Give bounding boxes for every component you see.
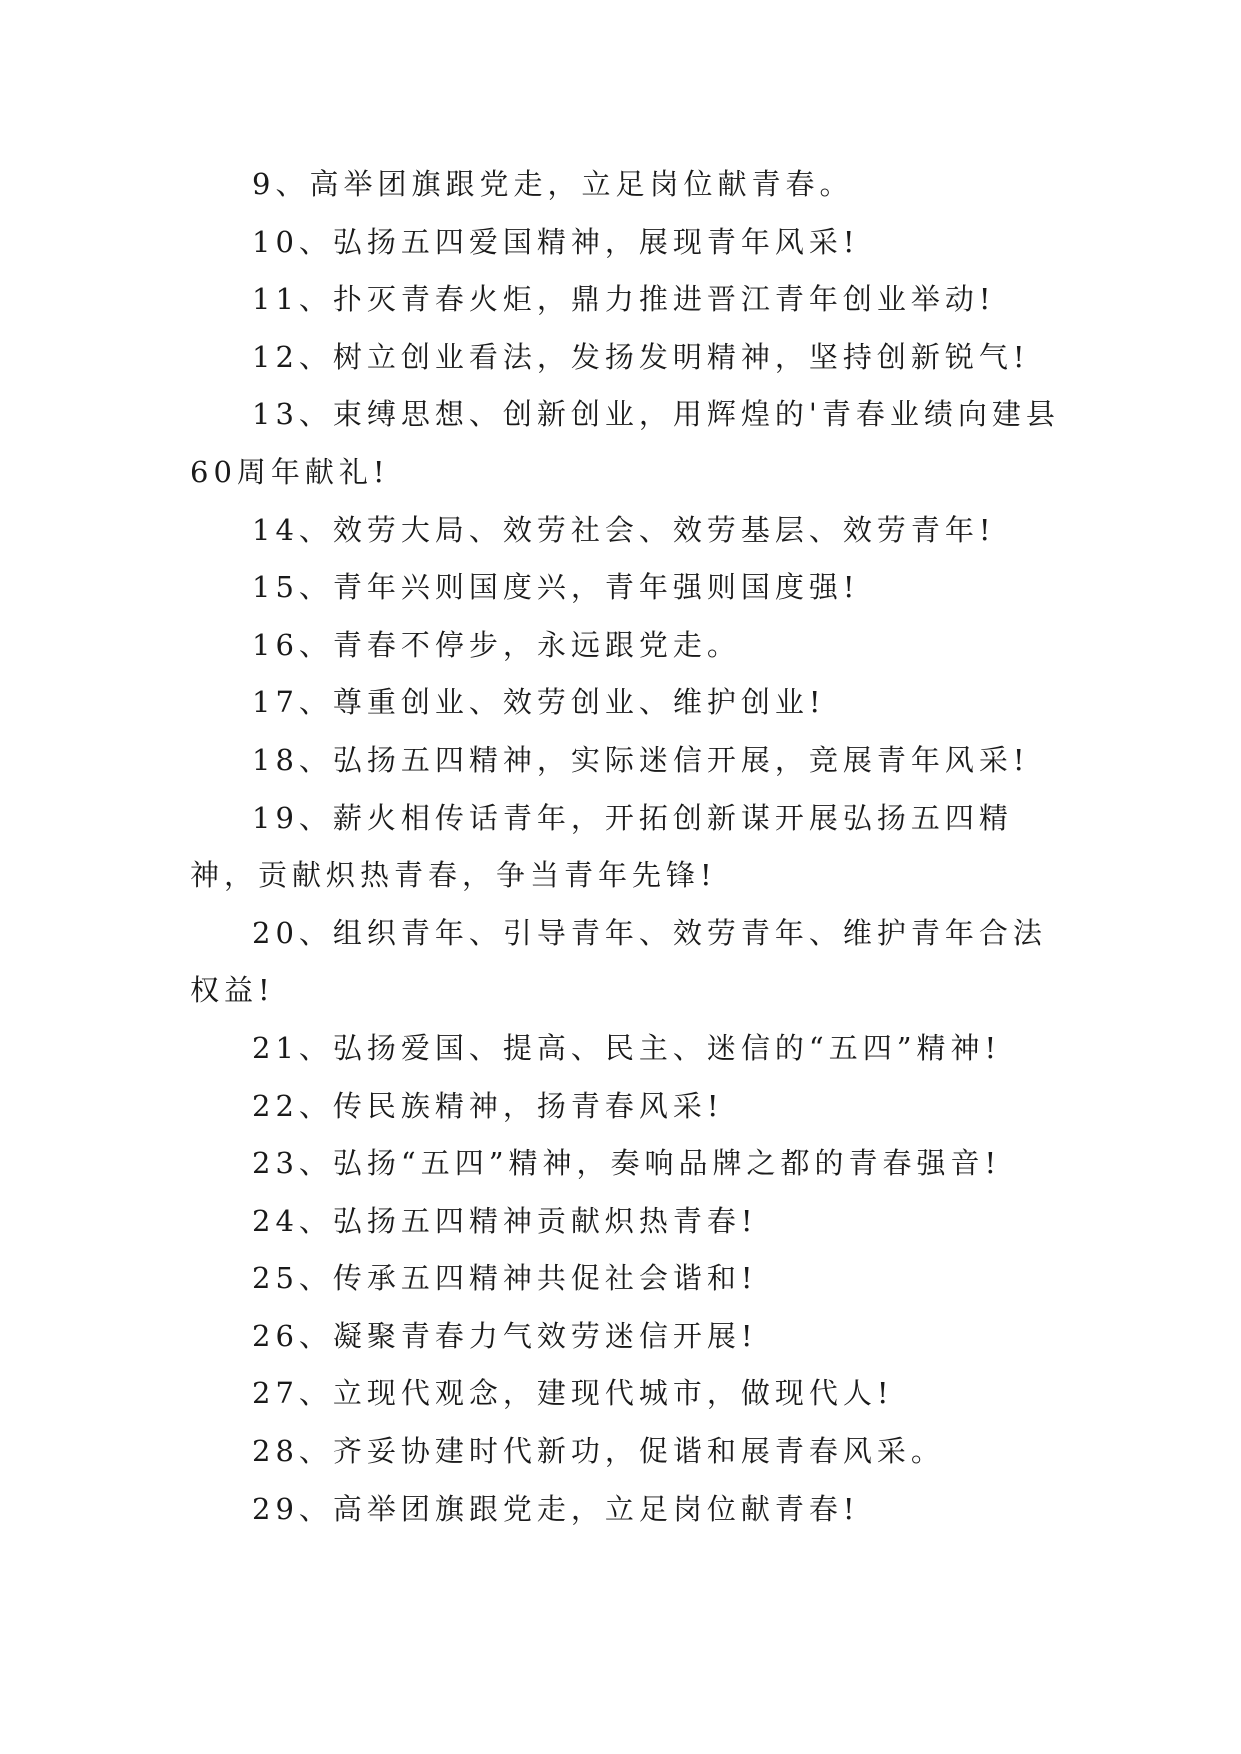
slogan-paragraph: 14、效劳大局、效劳社会、效劳基层、效劳青年! <box>252 512 996 547</box>
slogan-paragraph: 16、青春不停步，永远跟党走。 <box>252 627 741 662</box>
slogan-paragraph: 9、高举团旗跟党走，立足岗位献青春。 <box>252 167 854 201</box>
slogan-paragraph: 20、组织青年、引导青年、效劳青年、维护青年合法权益! <box>190 915 1047 1008</box>
slogan-paragraph: 12、树立创业看法，发扬发明精神，坚持创新锐气! <box>252 339 1030 374</box>
slogan-paragraph: 28、齐妥协建时代新功，促谐和展青春风采。 <box>252 1434 945 1469</box>
slogan-paragraph: 19、薪火相传话青年，开拓创新谋开展弘扬五四精神，贡献炽热青春，争当青年先锋! <box>190 800 1013 893</box>
slogan-paragraph: 22、传民族精神，扬青春风采! <box>252 1088 724 1123</box>
slogan-paragraph: 13、束缚思想、创新创业，用辉煌的'青春业绩向建县60周年献礼! <box>190 397 1060 489</box>
document-body <box>190 156 1060 1538</box>
slogan-paragraph: 10、弘扬五四爱国精神，展现青年风采! <box>252 224 860 259</box>
slogan-paragraph: 11、扑灭青春火炬，鼎力推进晋江青年创业举动! <box>252 282 996 317</box>
slogan-paragraph: 21、弘扬爱国、提高、民主、迷信的“五四”精神! <box>252 1030 1002 1065</box>
slogan-paragraph: 15、青年兴则国度兴，青年强则国度强! <box>252 570 860 605</box>
slogan-paragraph: 18、弘扬五四精神，实际迷信开展，竞展青年风采! <box>252 742 1030 777</box>
slogan-paragraph: 25、传承五四精神共促社会谐和! <box>252 1261 758 1296</box>
slogan-paragraph: 26、凝聚青春力气效劳迷信开展! <box>252 1318 758 1353</box>
slogan-paragraph: 27、立现代观念，建现代城市，做现代人! <box>252 1376 894 1411</box>
slogan-paragraph: 17、尊重创业、效劳创业、维护创业! <box>252 685 826 720</box>
slogan-paragraph: 29、高举团旗跟党走，立足岗位献青春! <box>252 1491 860 1526</box>
slogan-paragraph: 23、弘扬“五四”精神，奏响品牌之都的青春强音! <box>252 1146 1002 1181</box>
slogan-paragraph: 24、弘扬五四精神贡献炽热青春! <box>252 1203 758 1238</box>
